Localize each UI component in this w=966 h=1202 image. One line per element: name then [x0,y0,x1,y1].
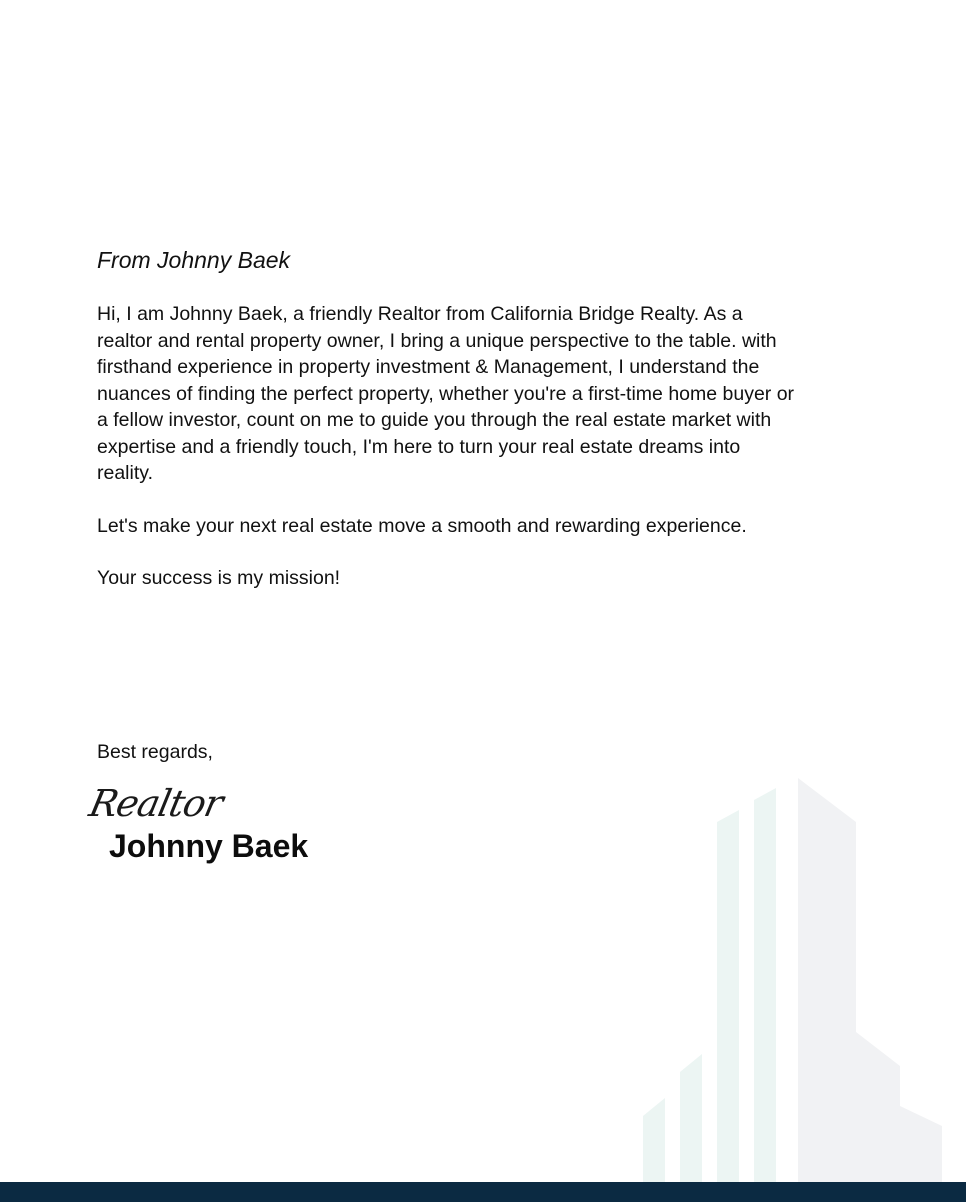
signature-title: Realtor [85,782,227,825]
signature-name: Johnny Baek [109,828,309,864]
letter-paragraph-intro: Hi, I am Johnny Baek, a friendly Realtor from California Bridge Realty. As a realtor and rental property owner, I bring a unique perspective to the table. with firsthand experience in property investment & Management, I understand the nuances of finding the perfect property, whether you're a first-time home buyer or a fellow investor, count on me to guide you through the real estate market with expertise and a friendly touch, I'm here to turn your real estate dreams into reality. [97,303,795,484]
closing-text: Best regards, [97,741,213,763]
letter-heading: From Johnny Baek [97,247,291,273]
footer-bar [0,1182,966,1202]
letter-paragraph-mission: Your success is my mission! [97,567,341,589]
building-green-tower-2 [717,810,739,1182]
building-green-tower-3 [680,1054,702,1182]
building-green-tower-4 [643,1098,665,1182]
buildings-watermark-icon [600,770,966,1182]
building-gray-tall [798,778,942,1182]
building-green-tower-1 [754,788,776,1182]
letter-body [97,244,797,618]
letter-paragraph-invite: Let's make your next real estate move a smooth and rewarding experience. [97,514,747,537]
